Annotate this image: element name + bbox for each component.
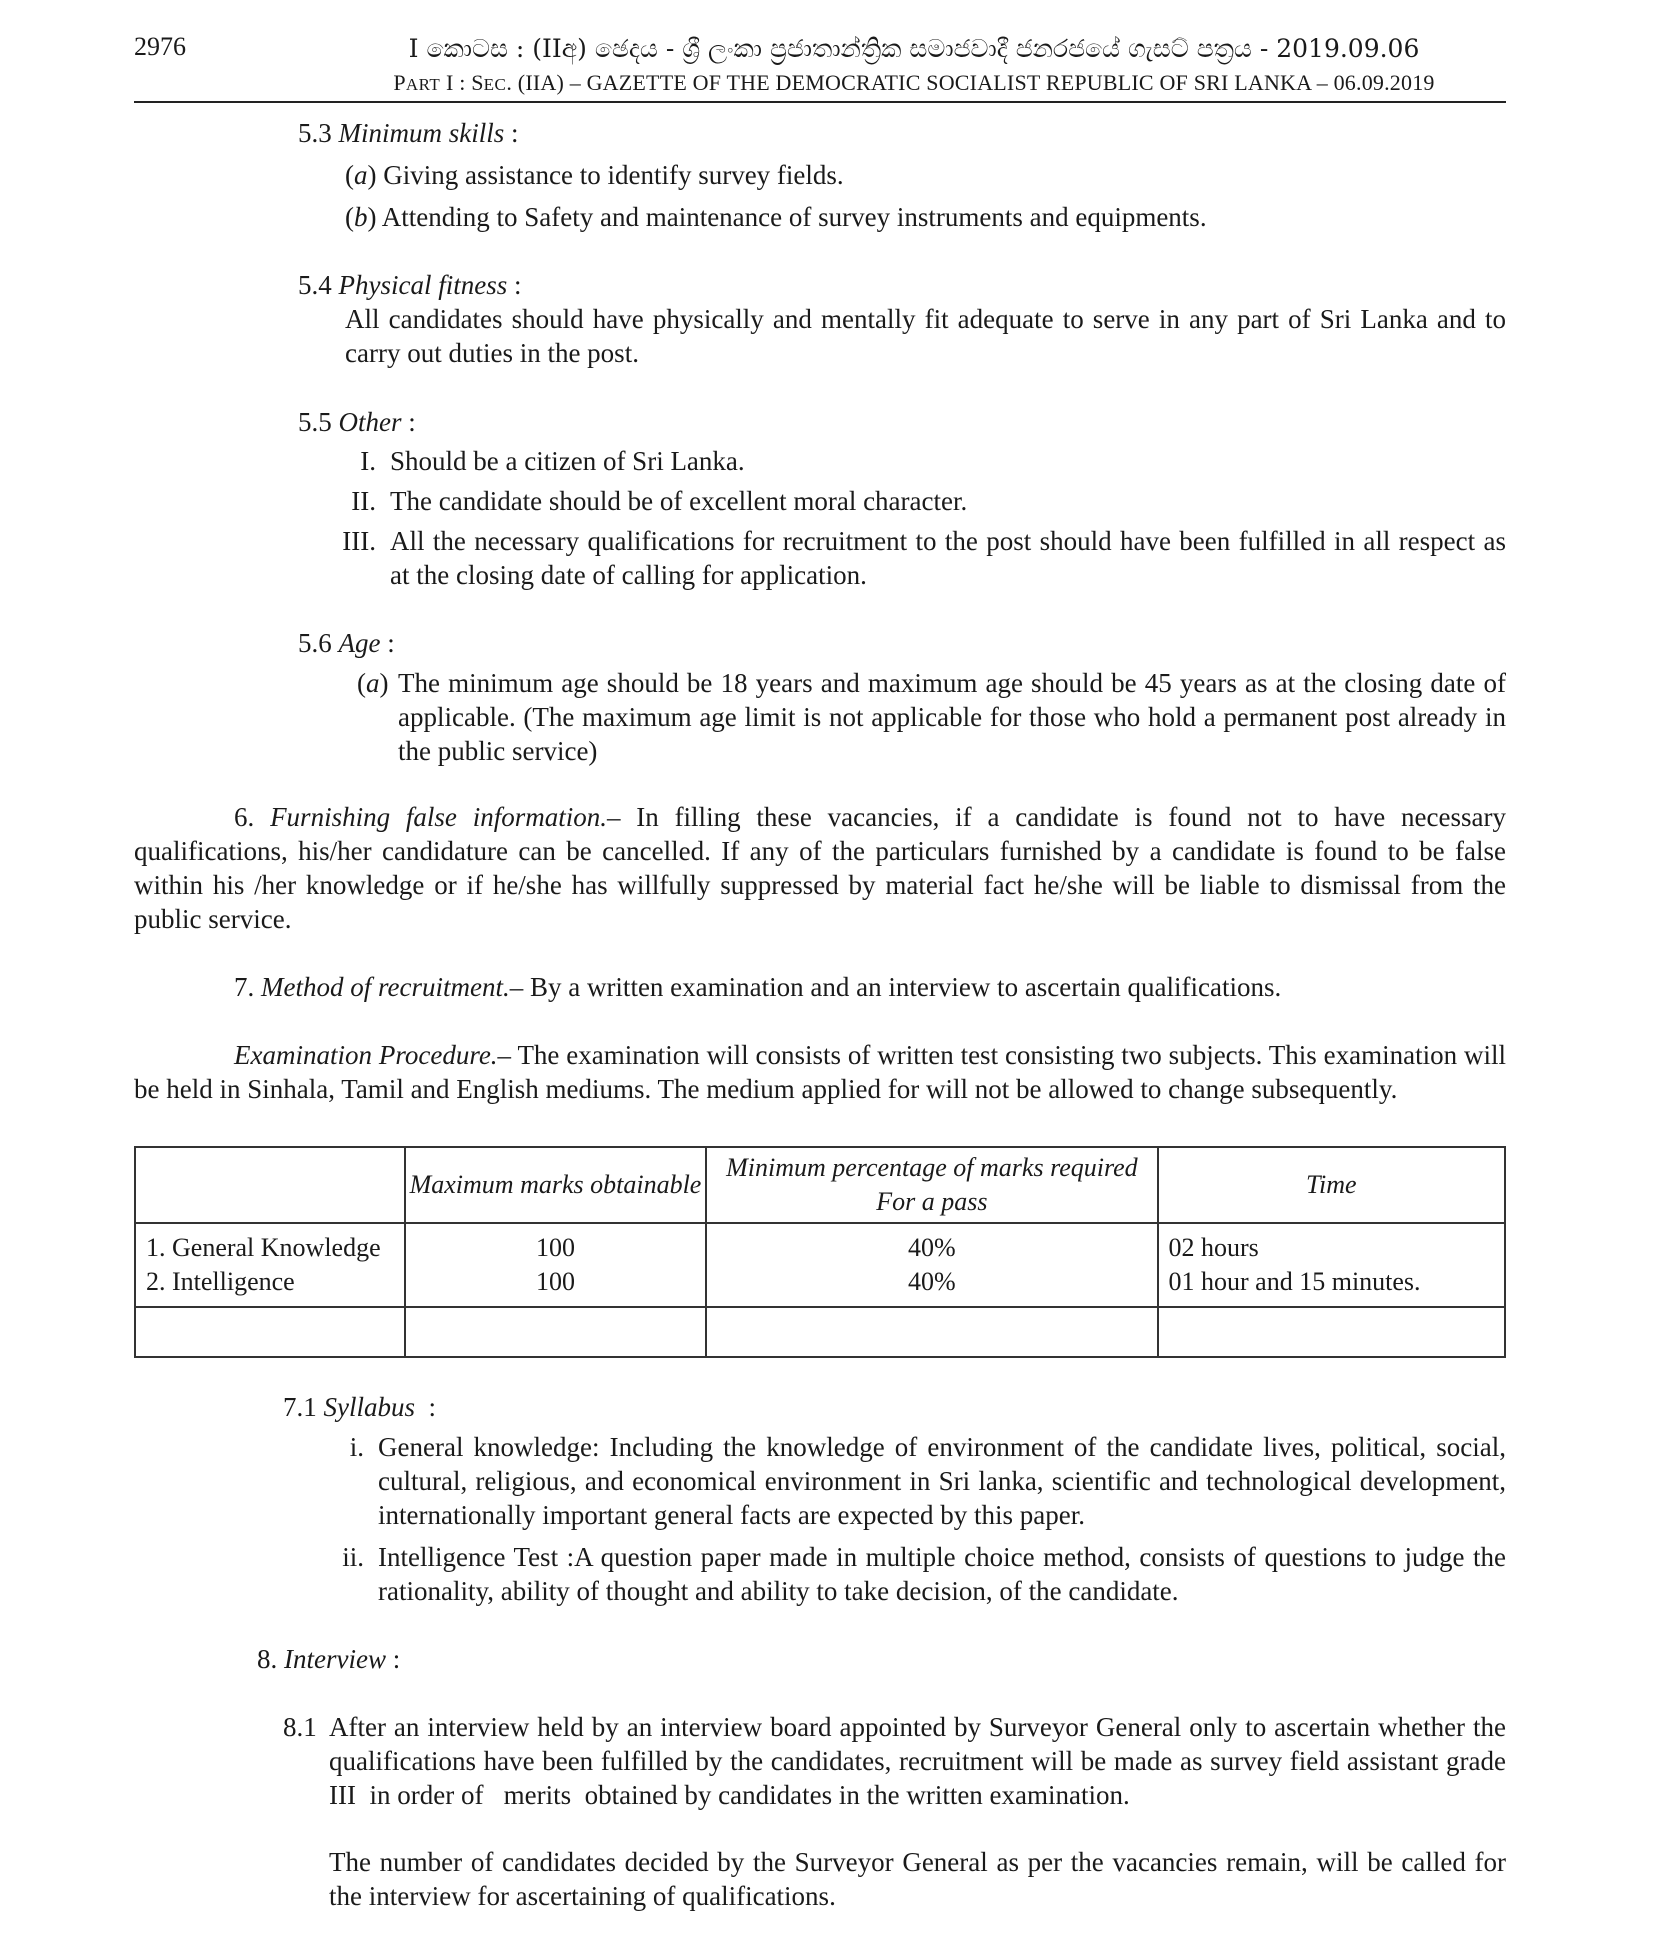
age-item-label: (a): [357, 668, 389, 698]
section-text: By a written examination and an interview to ascertain qualifications.: [523, 972, 1282, 1002]
min-pct-value: 40%: [908, 1233, 956, 1262]
other-item-label: I.: [360, 446, 376, 476]
exam-procedure-paragraph: [134, 1038, 1506, 1106]
header-part-num: I : S: [440, 70, 484, 95]
other-item-label: III.: [342, 526, 376, 556]
section-5-6-heading: [298, 626, 395, 660]
colon: :: [401, 407, 416, 437]
syllabus-item-text: General knowledge: Including the knowledge of environment of the candidate lives, political, social, cultural, religious, and economical environment in Sri lanka, scientific and technological development, internationally important general facts are expected by this paper.: [378, 1432, 1506, 1530]
item-label: a: [354, 160, 368, 190]
section-number: 6.: [234, 802, 255, 832]
subject-item: 1. General Knowledge: [146, 1233, 381, 1262]
section-text: In filling these vacancies, if a candidate is found not to have necessary qualifications, his/her candidature can be cancelled. If any of the particulars furnished by a candidate is found to be false within his /her knowledge or if he/she has willfully suppressed by material fact he/she will be liable to dismissal from the public service.: [134, 802, 1506, 934]
colon: :: [504, 118, 519, 148]
table-cell-empty: [1158, 1307, 1505, 1357]
header-art: ART: [405, 75, 441, 94]
min-pct-value: 40%: [908, 1267, 956, 1296]
section-title: Physical fitness: [338, 270, 508, 300]
other-item-text: The candidate should be of excellent moral character.: [390, 486, 968, 516]
syllabus-item-label: i.: [349, 1432, 364, 1462]
header-ec: EC: [483, 75, 507, 94]
skill-item-b: (b) Attending to Safety and maintenance of survey instruments and equipments.: [345, 202, 1207, 232]
section-title: Other: [338, 407, 402, 437]
section-5-3-heading: [298, 116, 519, 150]
table-header-cell: [135, 1147, 405, 1223]
section-title: Age: [338, 628, 381, 658]
section-8-1-text: After an interview held by an interview board appointed by Surveyor General only to ascertain whether the qualifications have been fulfilled by the candidates, recruitment will be made as survey field assistant grade III in order of merits obtained by candidates in the written examination.: [329, 1712, 1513, 1810]
header-rule: [134, 101, 1506, 103]
exam-text: The examination will consists of written test consisting two subjects. This examination will be held in Sinhala, Tamil and English mediums. The medium applied for will not be allowed to change subsequently.: [134, 1040, 1506, 1104]
section-title: Furnishing false information.–: [270, 802, 621, 832]
table-header-row: [135, 1147, 1505, 1223]
syllabus-item-text: Intelligence Test :A question paper made in multiple choice method, consists of questions to judge the rationality, ability of thought and ability to take decision, of the candidate.: [378, 1542, 1506, 1606]
section-number: 5.3: [298, 118, 332, 148]
section-8-1-number: 8.1: [283, 1712, 317, 1742]
section-title: Syllabus: [323, 1392, 415, 1422]
age-item-text: The minimum age should be 18 years and maximum age should be 45 years as at the closing date of applicable. (The maximum age limit is not applicable for those who hold a permanent post already in the public service): [398, 668, 1506, 766]
colon: :: [380, 628, 395, 658]
section-7-paragraph: [234, 970, 1506, 1004]
table-header-cell: Minimum percentage of marks required For a pass: [706, 1147, 1157, 1223]
section-number: 7.: [234, 972, 255, 1002]
page-number: 2976: [134, 32, 186, 61]
section-8-heading: [257, 1642, 400, 1676]
colon: :: [385, 1644, 401, 1674]
other-item-text: Should be a citizen of Sri Lanka.: [390, 446, 745, 476]
item-label: a: [366, 668, 380, 698]
other-item-label: II.: [351, 486, 376, 516]
table-cell-subjects: [135, 1223, 405, 1307]
table-header-cell: Maximum marks obtainable: [405, 1147, 707, 1223]
table-cell-empty: [706, 1307, 1157, 1357]
section-number: 8.: [257, 1644, 278, 1674]
subject-item: 2. Intelligence: [146, 1267, 295, 1296]
max-mark-value: 100: [535, 1267, 575, 1296]
section-8-1-text-2: The number of candidates decided by the Surveyor General as per the vacancies remain, will be called for the interview for ascertaining of qualifications.: [329, 1847, 1506, 1911]
section-5-5-heading: [298, 405, 416, 439]
max-mark-value: 100: [535, 1233, 575, 1262]
time-value: 01 hour and 15 minutes.: [1168, 1267, 1421, 1296]
header-sinhala: I කොටස : (IIඅ) ඡෙදය - ශ්‍රී ලංකා ප්‍රජාතාන්ත්‍රික සමාජවාදී ජනරජයේ ගැසට් පත්‍රය - 2019.09.06: [408, 34, 1420, 63]
section-title: Minimum skills: [338, 118, 505, 148]
section-6-paragraph: [134, 800, 1506, 936]
table-header-cell: Time: [1158, 1147, 1505, 1223]
table-cell-min-pct: [706, 1223, 1157, 1307]
section-number: 5.4: [298, 270, 332, 300]
other-item-text: All the necessary qualifications for recruitment to the post should have been fulfilled in all respect as at the closing date of calling for application.: [390, 526, 1506, 590]
section-number: 5.5: [298, 407, 332, 437]
marks-table: [134, 1146, 1506, 1358]
table-cell-empty: [405, 1307, 707, 1357]
section-5-4-heading: [298, 268, 522, 302]
header-english: [320, 66, 1508, 102]
physical-fitness-text: All candidates should have physically and mentally fit adequate to serve in any part of Sri Lanka and to carry out duties in the post.: [345, 304, 1506, 368]
item-label: b: [354, 202, 368, 232]
table-cell-empty: [135, 1307, 405, 1357]
section-title: Method of recruitment.–: [261, 972, 524, 1002]
syllabus-item-label: ii.: [342, 1542, 364, 1572]
header-p: P: [393, 70, 406, 95]
colon: :: [415, 1392, 437, 1422]
skill-item-a: (a) Giving assistance to identify survey fields.: [345, 160, 844, 190]
item-text: Giving assistance to identify survey fields.: [376, 160, 844, 190]
table-row: [135, 1223, 1505, 1307]
table-row-empty: [135, 1307, 1505, 1357]
table-cell-max-marks: [405, 1223, 707, 1307]
item-text: Attending to Safety and maintenance of survey instruments and equipments.: [376, 202, 1207, 232]
section-7-1-heading: [283, 1390, 436, 1424]
time-value: 02 hours: [1168, 1233, 1259, 1262]
exam-title: Examination Procedure.–: [234, 1040, 512, 1070]
colon: :: [507, 270, 522, 300]
section-title: Interview: [284, 1644, 386, 1674]
section-number: 5.6: [298, 628, 332, 658]
section-number: 7.1: [283, 1392, 317, 1422]
header-rest: . (IIA) – GAZETTE OF THE DEMOCRATIC SOCIALIST REPUBLIC OF SRI LANKA – 06.09.2019: [506, 70, 1435, 95]
table-cell-time: [1158, 1223, 1505, 1307]
